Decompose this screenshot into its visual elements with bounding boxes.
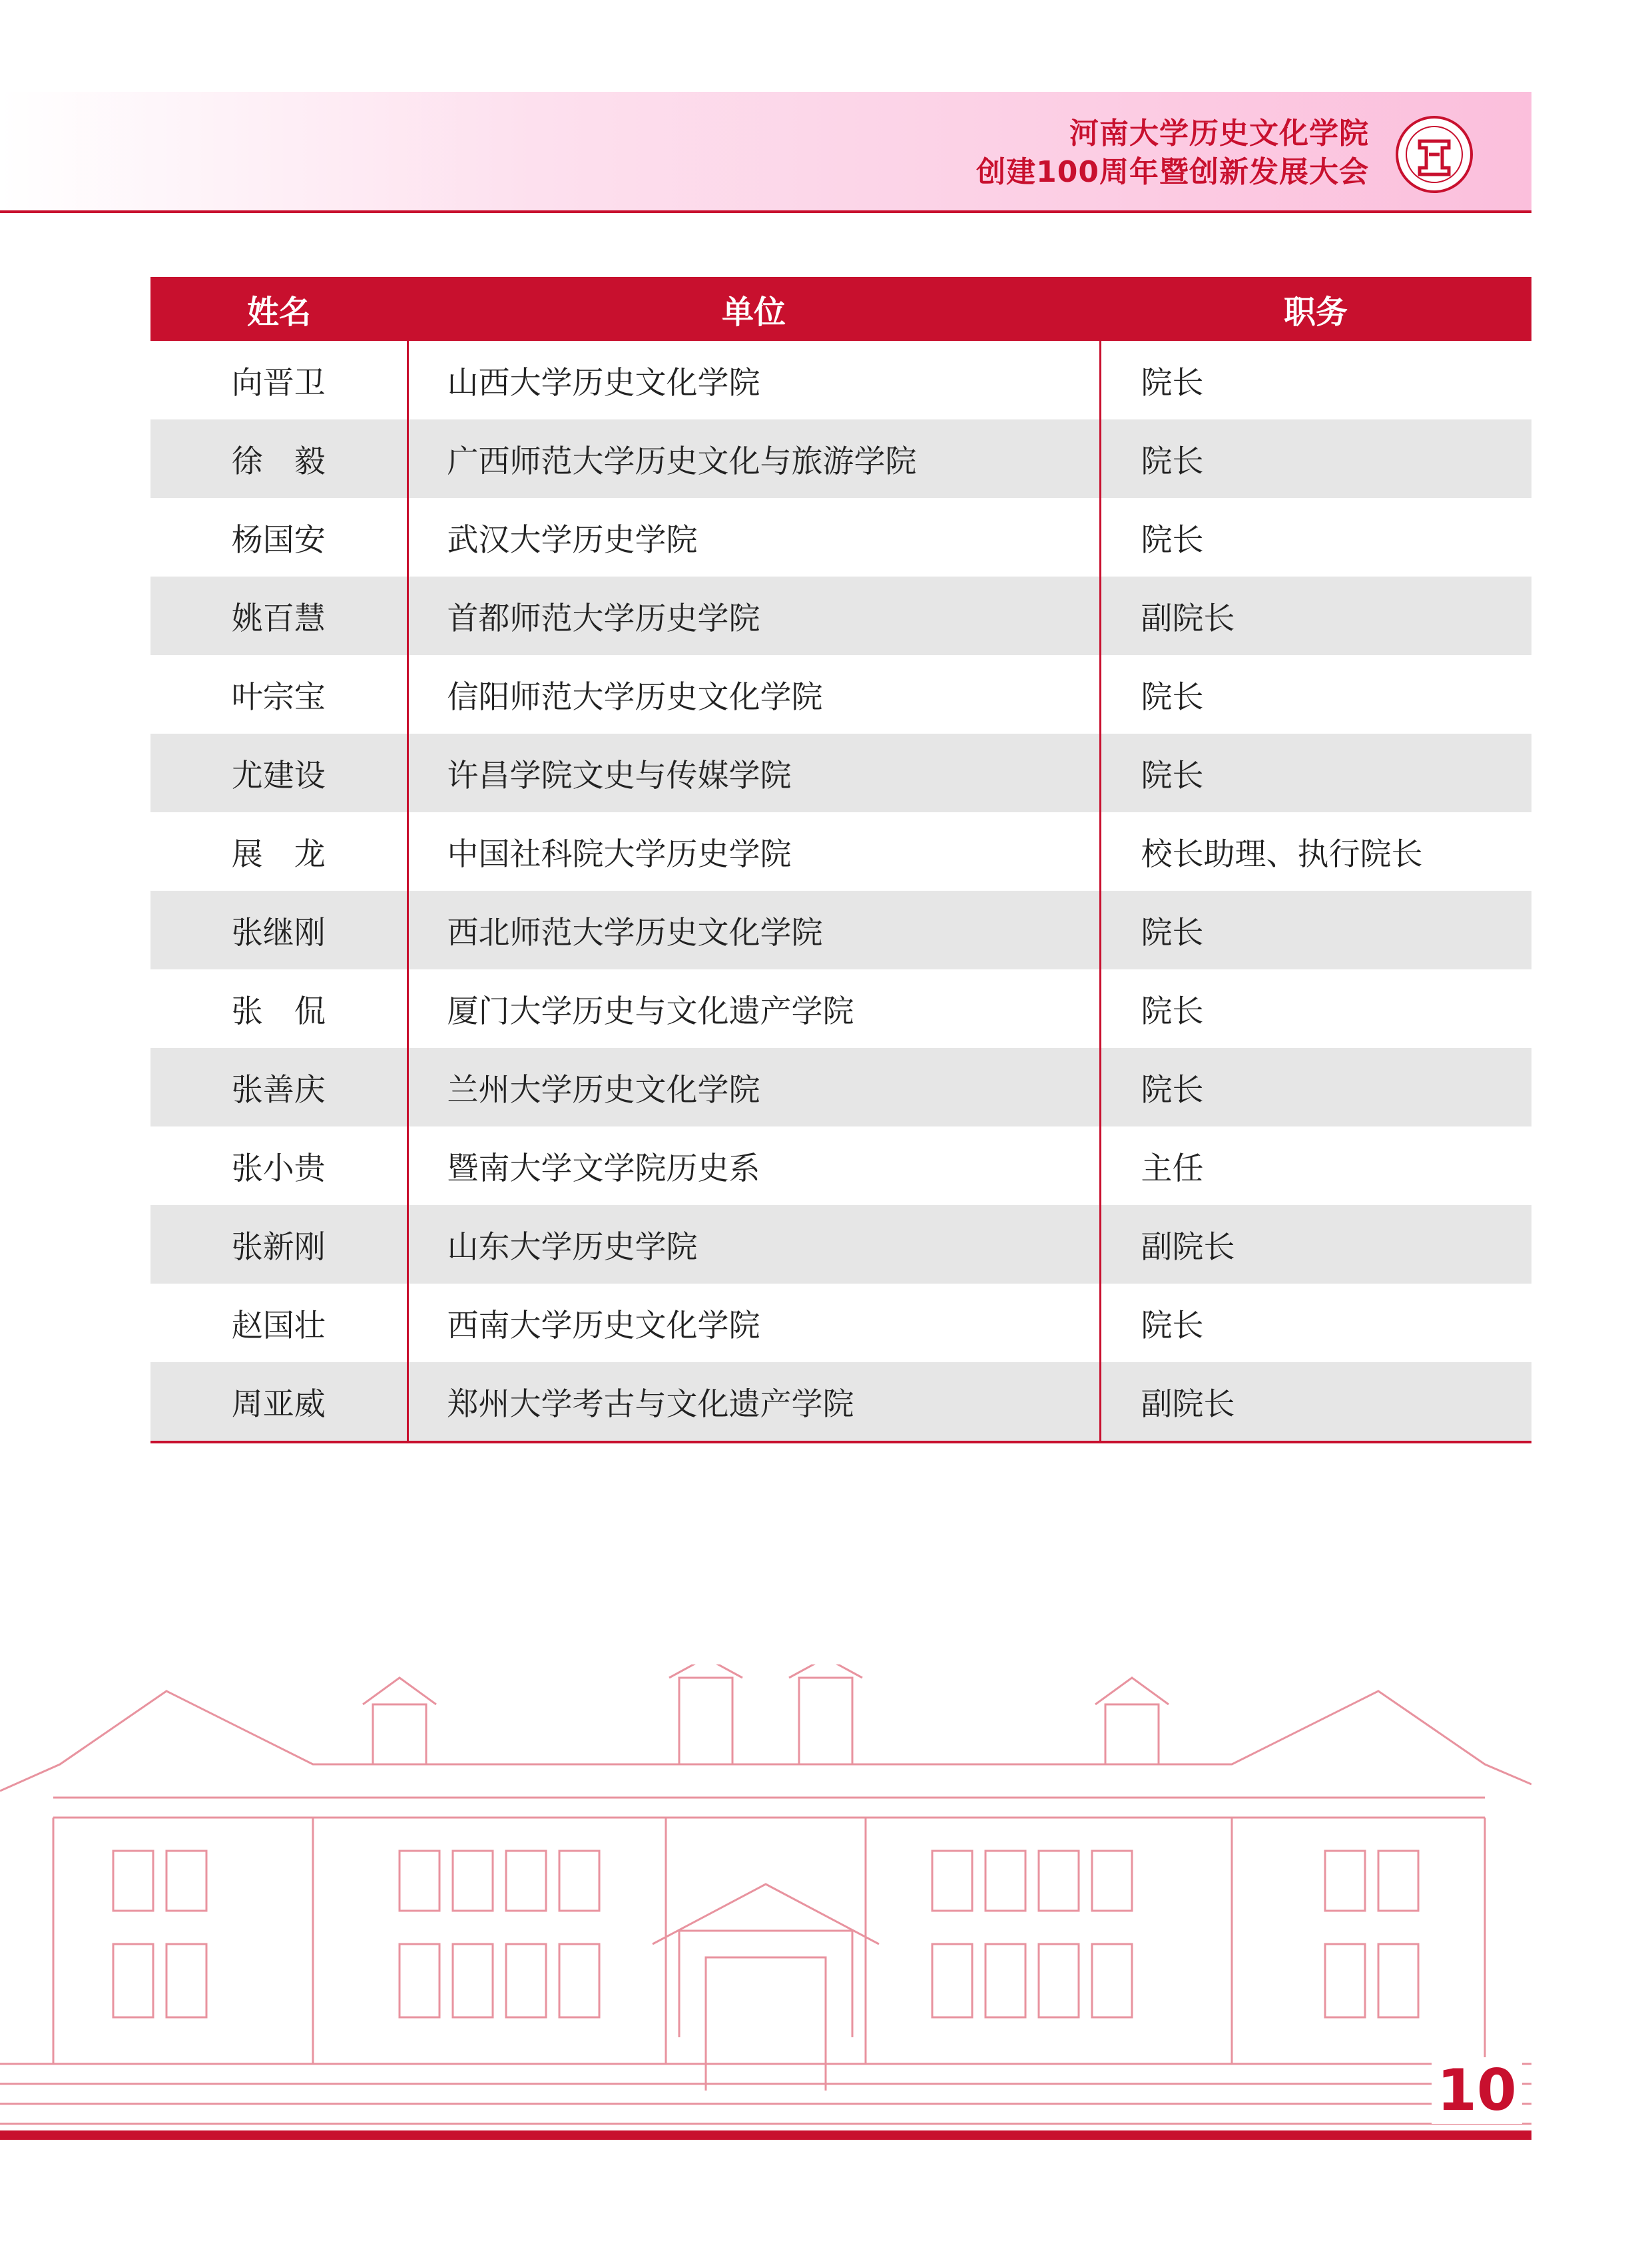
university-seal-logo-icon: [1394, 115, 1474, 194]
cell-role: 院长: [1141, 521, 1204, 559]
cell-role: 校长助理、执行院长: [1141, 836, 1423, 873]
table-row: [150, 1284, 1531, 1362]
page-number: 10: [1432, 2057, 1522, 2124]
table-row: [150, 1205, 1531, 1284]
column-header-name: 姓名: [150, 277, 408, 341]
cell-unit: 首都师范大学历史学院: [408, 577, 1100, 655]
cell-name: 姚百慧: [150, 577, 408, 655]
cell-unit: 暨南大学文学院历史系: [408, 1126, 1100, 1205]
cell-role: 主任: [1141, 1150, 1204, 1187]
column-header-role: 职务: [1100, 277, 1531, 341]
table-row: [150, 498, 1531, 577]
table-row: [150, 969, 1531, 1048]
cell-unit: 西南大学历史文化学院: [408, 1284, 1100, 1362]
cell-role: 副院长: [1100, 1362, 1531, 1442]
table-row: [150, 655, 1531, 734]
cell-unit: 中国社科院大学历史学院: [408, 812, 1100, 891]
cell-name: 张小贵: [150, 1126, 408, 1205]
header-title-line2: 创建100周年暨创新发展大会: [976, 155, 1369, 189]
cell-role: 院长: [1100, 891, 1531, 969]
cell-name: 周亚威: [150, 1362, 408, 1442]
cell-name: 向晋卫: [150, 341, 408, 419]
table-row: [150, 1048, 1531, 1126]
cell-name: 叶宗宝: [150, 655, 408, 734]
cell-name: 杨国安: [150, 498, 408, 577]
cell-unit: 厦门大学历史与文化遗产学院: [408, 969, 1100, 1048]
column-header-unit: 单位: [408, 277, 1100, 341]
header-title: [976, 115, 1369, 192]
cell-name: 张善庆: [150, 1048, 408, 1126]
cell-role: 院长: [1141, 993, 1204, 1030]
table-row: [150, 577, 1531, 655]
cell-name: 赵国壮: [150, 1284, 408, 1362]
table-row: [150, 734, 1531, 812]
header-divider: [0, 210, 1531, 213]
cell-unit: 武汉大学历史学院: [408, 498, 1100, 577]
footer-divider: [0, 2130, 1531, 2140]
attendee-table: [150, 277, 1531, 1443]
cell-name: 尤建设: [150, 734, 408, 812]
cell-role: 院长: [1141, 364, 1204, 401]
cell-name: 展 龙: [150, 812, 408, 891]
cell-name: 徐 毅: [150, 419, 408, 498]
table-row: [150, 419, 1531, 498]
cell-unit: 郑州大学考古与文化遗产学院: [408, 1362, 1100, 1442]
cell-name: 张 侃: [150, 969, 408, 1048]
cell-role: 院长: [1141, 678, 1204, 716]
header-title-line1: 河南大学历史文化学院: [1069, 117, 1369, 150]
cell-unit: 兰州大学历史文化学院: [408, 1048, 1100, 1126]
cell-role: 副院长: [1100, 577, 1531, 655]
cell-unit: 许昌学院文史与传媒学院: [408, 734, 1100, 812]
cell-role: 院长: [1100, 1048, 1531, 1126]
table-row: [150, 812, 1531, 891]
cell-role: 院长: [1100, 419, 1531, 498]
cell-name: 张继刚: [150, 891, 408, 969]
table-body: [150, 341, 1531, 1442]
table-row: [150, 341, 1531, 419]
table-row: [150, 891, 1531, 969]
table-row: [150, 1126, 1531, 1205]
table-header-row: [150, 277, 1531, 341]
cell-role: 副院长: [1100, 1205, 1531, 1284]
table-row: [150, 1362, 1531, 1442]
historic-building-line-art-icon: [0, 1664, 1531, 2130]
cell-unit: 信阳师范大学历史文化学院: [408, 655, 1100, 734]
cell-name: 张新刚: [150, 1205, 408, 1284]
cell-role: 院长: [1100, 734, 1531, 812]
cell-unit: 广西师范大学历史文化与旅游学院: [408, 419, 1100, 498]
cell-unit: 西北师范大学历史文化学院: [408, 891, 1100, 969]
cell-unit: 山西大学历史文化学院: [408, 341, 1100, 419]
cell-unit: 山东大学历史学院: [408, 1205, 1100, 1284]
cell-role: 院长: [1141, 1307, 1204, 1344]
